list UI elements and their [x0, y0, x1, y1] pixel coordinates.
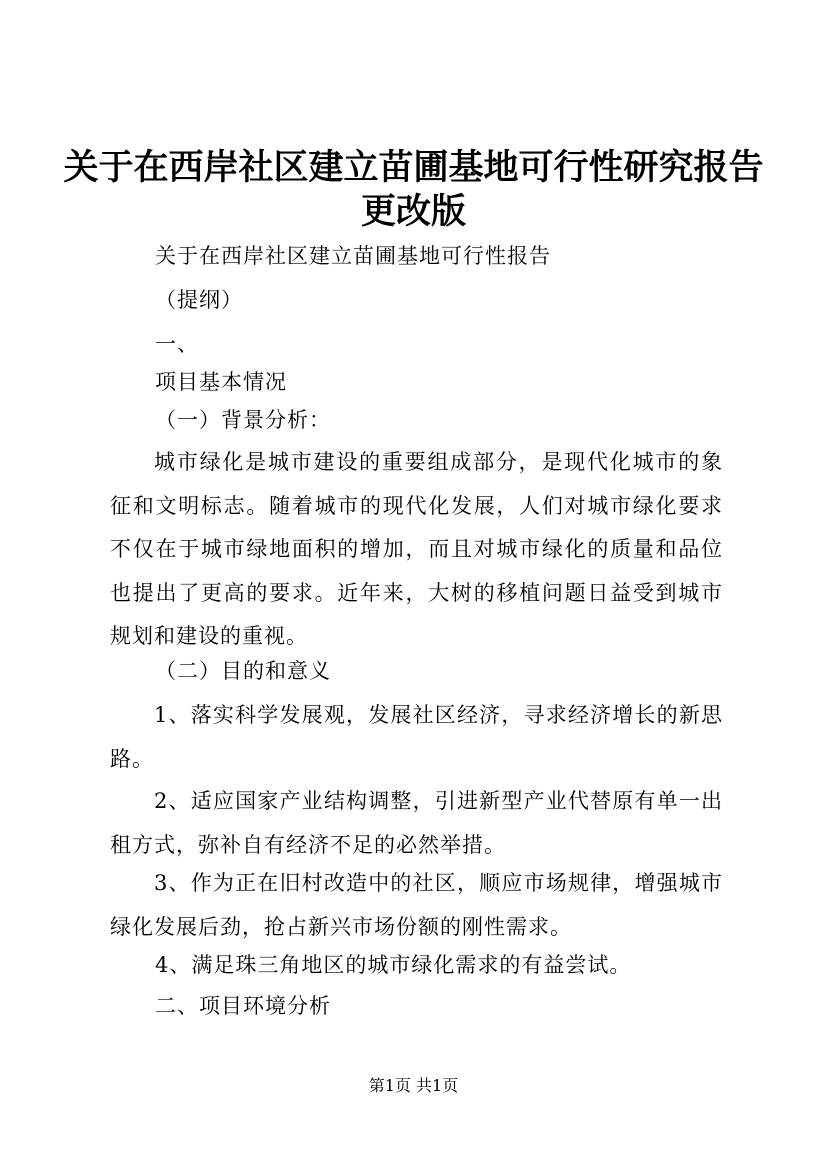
section-1-title: 项目基本情况: [155, 370, 287, 394]
document-title-line-2: 更改版: [360, 191, 466, 232]
document-subtitle: 关于在西岸社区建立苗圃基地可行性报告: [155, 244, 551, 268]
page-footer: 第1页 共1页: [368, 1076, 459, 1095]
subsection-2-heading: （二）目的和意义: [155, 659, 331, 683]
list-item-4: 4、满足珠三角地区的城市绿化需求的有益尝试。: [155, 953, 632, 977]
section-2-heading: 二、项目环境分析: [155, 994, 331, 1018]
section-1-number: 一、: [155, 332, 199, 356]
background-paragraph: 城市绿化是城市建设的重要组成部分，是现代化城市的象征和文明标志。随着城市的现代化发展，人们对城市绿化要求不仅在于城市绿地面积的增加，而且对城市绿化的质量和品位也提出了更高的要求。近年来，大树的移植问题日益受到城市规划和建设的重视。: [110, 450, 723, 648]
document-title-line-1: 关于在西岸社区建立苗圃基地可行性研究报告: [63, 147, 764, 188]
list-item-3: 3、作为正在旧村改造中的社区，顺应市场规律，增强城市绿化发展后劲，抢占新兴市场份额的刚性需求。: [110, 871, 723, 939]
list-item-1: 1、落实科学发展观，发展社区经济，寻求经济增长的新思路。: [110, 703, 723, 771]
list-item-2: 2、适应国家产业结构调整，引进新型产业代替原有单一出租方式，弥补自有经济不足的必然举措。: [110, 789, 723, 857]
outline-label: （提纲）: [155, 288, 243, 312]
subsection-1-heading: （一）背景分析：: [155, 408, 331, 432]
